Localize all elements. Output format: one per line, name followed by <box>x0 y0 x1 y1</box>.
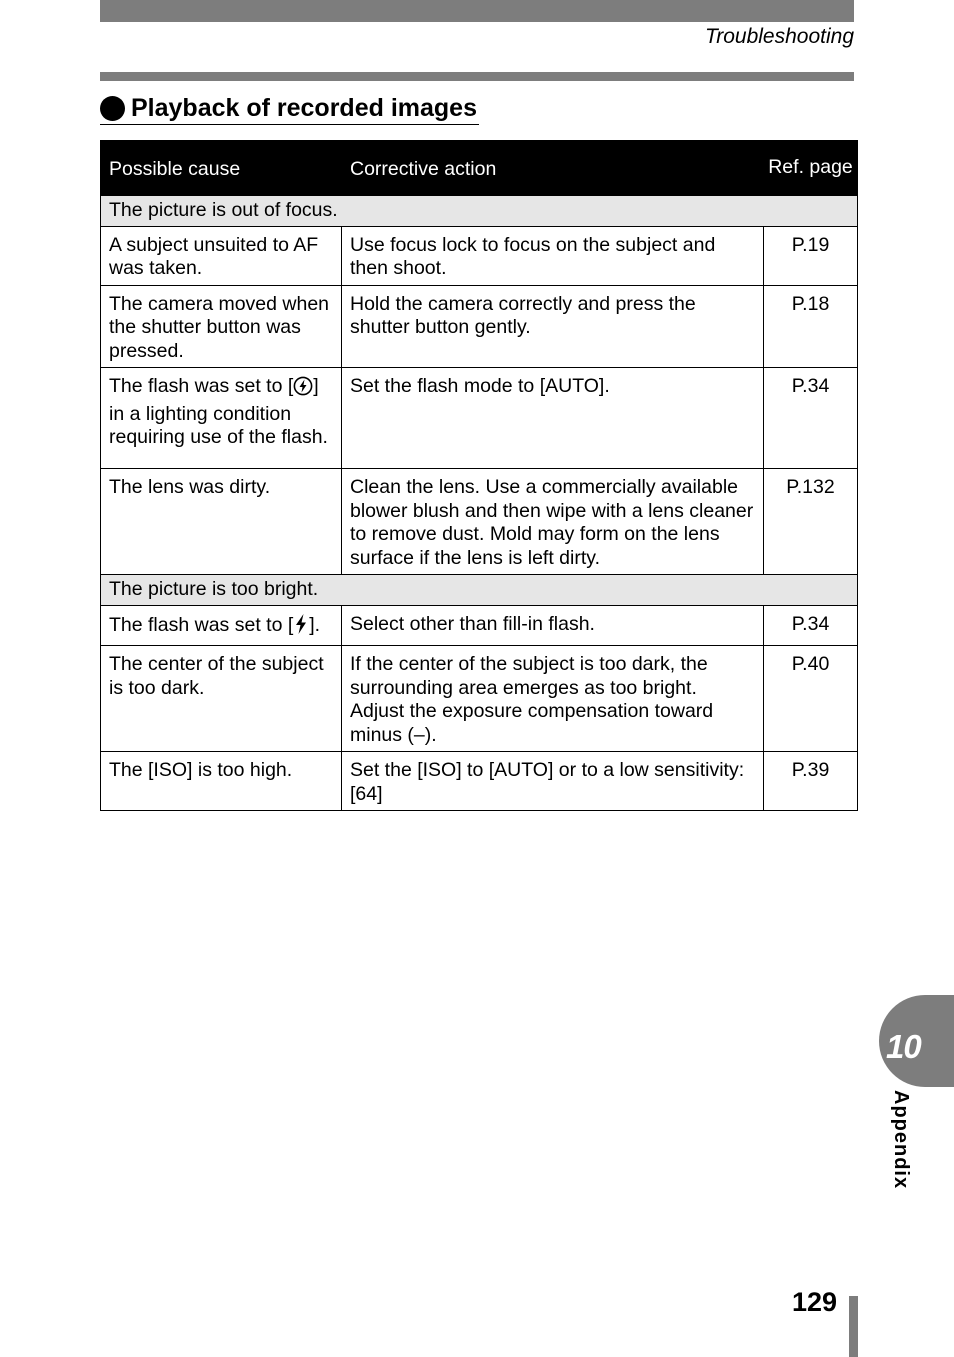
page-edge-bar <box>849 1296 858 1357</box>
group-heading-row <box>101 575 858 606</box>
action-cell: Select other than fill-in flash. <box>342 605 764 646</box>
cause-cell: The [ISO] is too high. <box>101 752 342 811</box>
cause-cell: The camera moved when the shutter button was pressed. <box>101 285 342 368</box>
ref-cell: P.34 <box>764 368 858 469</box>
action-cell: Set the [ISO] to [AUTO] or to a low sensitivity: [64] <box>342 752 764 811</box>
group-heading: The picture is too bright. <box>101 575 858 606</box>
table-row <box>101 646 858 752</box>
cause-text-post: ]. <box>309 613 321 636</box>
top-decorative-bar <box>100 0 854 22</box>
flash-off-icon <box>293 376 313 403</box>
column-header-action: Corrective action <box>342 141 764 196</box>
table-row <box>101 752 858 811</box>
ref-cell: P.18 <box>764 285 858 368</box>
group-heading: The picture is out of focus. <box>101 196 858 227</box>
cause-text-post: ] in a lighting condition requiring use of the flash. <box>109 375 328 448</box>
ref-cell: P.19 <box>764 226 858 285</box>
group-heading-row <box>101 196 858 227</box>
action-cell: Clean the lens. Use a commercially available blower blush and then wipe with a lens cleaner to remove dust. Mold may form on the lens surface if the lens is left dirty. <box>342 469 764 575</box>
action-cell: Set the flash mode to [AUTO]. <box>342 368 764 469</box>
running-head: Troubleshooting <box>704 25 854 48</box>
cause-cell: A subject unsuited to AF was taken. <box>101 226 342 285</box>
table-row <box>101 368 858 469</box>
table-row <box>101 285 858 368</box>
column-header-cause: Possible cause <box>101 141 342 196</box>
section-heading <box>100 92 479 125</box>
section-rule-bar <box>100 72 854 81</box>
table-header-row <box>101 141 858 196</box>
page-number: 129 <box>792 1287 838 1317</box>
table-row <box>101 605 858 646</box>
cause-cell: The center of the subject is too dark. <box>101 646 342 752</box>
column-header-ref: Ref. page <box>764 141 858 196</box>
cause-cell <box>101 605 342 646</box>
cause-text-pre: The flash was set to [ <box>109 375 294 397</box>
table-row <box>101 226 858 285</box>
cause-text-pre: The flash was set to [ <box>109 613 294 636</box>
chapter-label: Appendix <box>890 1090 912 1190</box>
fill-in-flash-icon <box>293 613 309 642</box>
cause-cell: The lens was dirty. <box>101 469 342 575</box>
action-cell: Hold the camera correctly and press the shutter button gently. <box>342 285 764 368</box>
ref-cell: P.40 <box>764 646 858 752</box>
section-title: Playback of recorded images <box>131 93 477 122</box>
ref-cell: P.132 <box>764 469 858 575</box>
ref-cell: P.34 <box>764 605 858 646</box>
action-cell: Use focus lock to focus on the subject and then shoot. <box>342 226 764 285</box>
cause-cell <box>101 368 342 469</box>
action-cell: If the center of the subject is too dark, the surrounding area emerges as too bright. Adjust the exposure compensation toward minus (–). <box>342 646 764 752</box>
troubleshooting-table <box>100 140 858 811</box>
ref-cell: P.39 <box>764 752 858 811</box>
chapter-number: 10 <box>886 1028 921 1065</box>
table-row <box>101 469 858 575</box>
bullet-icon <box>100 96 125 121</box>
